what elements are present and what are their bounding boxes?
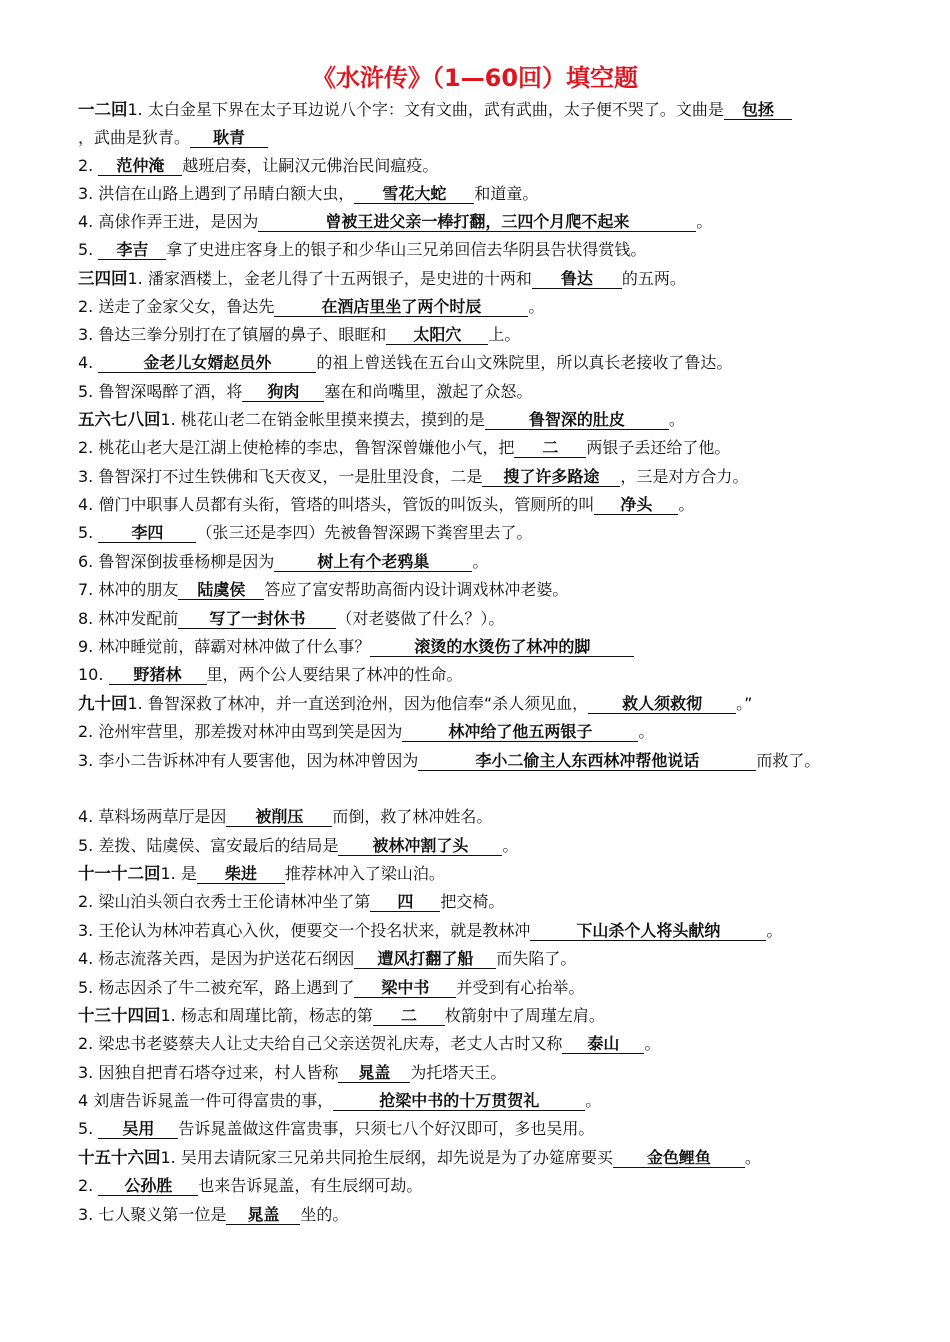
answer-blank: 树上有个老鸦巢 — [274, 552, 472, 572]
question-text: 4 刘唐告诉晁盖一件可得富贵的事， — [78, 1091, 334, 1110]
question-text: 1. 太白金星下界在太子耳边说八个字：文有文曲，武有武曲，太子便不哭了。文曲是 — [127, 100, 724, 119]
section-header: 十一十二回 — [78, 864, 161, 883]
question-text-after: 。 — [528, 297, 545, 316]
question-line — [78, 948, 576, 970]
question-line — [78, 608, 504, 630]
question-text: 8. 林冲发配前 — [78, 609, 179, 628]
answer-blank: 狗肉 — [242, 382, 324, 402]
question-text-after: 而倒，救了林冲姓名。 — [332, 807, 493, 826]
question-text-after: 。 — [766, 921, 783, 940]
question-text-after: （张三还是李四）先被鲁智深踢下粪窖里去了。 — [196, 523, 533, 542]
answer-blank: 鲁智深的肚皮 — [485, 410, 669, 430]
question-text: 4. 高俅作弄王进，是因为 — [78, 212, 259, 231]
question-text-after: 把交椅。 — [440, 892, 505, 911]
answer-blank: 泰山 — [562, 1034, 644, 1054]
question-text: 6. 鲁智深倒拔垂杨柳是因为 — [78, 552, 275, 571]
question-text: 5. — [78, 1119, 99, 1138]
question-text: 4. 杨志流落关西，是因为护送花石纲因 — [78, 949, 355, 968]
question-line — [78, 693, 752, 715]
question-line — [78, 579, 568, 601]
question-text-after: 。 — [644, 1034, 661, 1053]
answer-blank: 金色鲤鱼 — [613, 1148, 745, 1168]
question-line — [78, 99, 792, 121]
question-text: 3. 鲁达三拳分别打在了镇層的鼻子、眼眶和 — [78, 325, 387, 344]
question-text: 1. 鲁智深救了林冲，并一直送到沧州，因为他信奉“杀人须见血， — [127, 694, 589, 713]
question-text: ，武曲是狄青。 — [78, 128, 191, 147]
question-text: 4. 僧门中职事人员都有头衔，管塔的叫塔头，管饭的叫饭头，管厕所的叫 — [78, 495, 595, 514]
question-text: 3. 因独自把青石塔夺过来，村人皆称 — [78, 1063, 339, 1082]
question-text: 2. 梁忠书老婆蔡夫人让丈夫给自己父亲送贺礼庆寿，老丈人古时又称 — [78, 1034, 563, 1053]
question-text: 1. 潘家酒楼上，金老儿得了十五两银子，是史进的十两和 — [127, 269, 532, 288]
question-line — [78, 1005, 605, 1027]
question-text-after: 的祖上曾送钱在五台山文殊院里，所以真长老接收了鲁达。 — [316, 353, 733, 372]
question-text: 7. 林冲的朋友 — [78, 580, 179, 599]
question-text-after: 。 — [502, 836, 519, 855]
answer-blank: 晁盖 — [226, 1205, 300, 1225]
answer-blank: 搜了许多路途 — [482, 467, 620, 487]
question-text-after: 两银子丢还给了他。 — [586, 438, 731, 457]
question-text: 3. 七人聚义第一位是 — [78, 1205, 227, 1224]
question-text-after: 而救了。 — [756, 751, 821, 770]
answer-blank: 二 — [514, 438, 586, 458]
question-text-after: 。” — [736, 694, 753, 713]
question-text-after: 上。 — [488, 325, 521, 344]
question-line — [78, 750, 820, 772]
question-line — [78, 1062, 506, 1084]
question-text: 3. 李小二告诉林冲有人要害他，因为林冲曾因为 — [78, 751, 419, 770]
question-line — [78, 352, 732, 374]
question-text-after: 塞在和尚嘴里，激起了众怒。 — [324, 382, 533, 401]
question-text-after: 也来告诉晁盖，有生辰纲可劫。 — [198, 1176, 423, 1195]
question-text-after: （对老婆做了什么？）。 — [336, 609, 505, 628]
question-text-after: 越班启奏，让嗣汉元佛治民间瘟疫。 — [182, 156, 439, 175]
question-text: 5. 鲁智深喝醉了酒，将 — [78, 382, 243, 401]
answer-blank: 救人须救彻 — [588, 694, 736, 714]
question-text-after: 并受到有心抬举。 — [456, 978, 585, 997]
question-text-after: 和道童。 — [474, 184, 539, 203]
question-line — [78, 664, 463, 686]
question-text-after: 。 — [744, 1148, 761, 1167]
answer-blank: 净头 — [594, 495, 678, 515]
answer-blank: 写了一封休书 — [178, 609, 336, 629]
answer-blank: 在酒店里坐了两个时辰 — [274, 297, 528, 317]
question-text: 9. 林冲睡觉前，薛霸对林冲做了什么事？ — [78, 637, 371, 656]
question-line — [78, 1175, 422, 1197]
section-header: 三四回 — [78, 269, 128, 288]
answer-blank: 鲁达 — [532, 269, 622, 289]
question-text-after: 推荐林冲入了梁山泊。 — [284, 864, 445, 883]
answer-blank: 抢梁中书的十万贯贺礼 — [333, 1091, 585, 1111]
question-text: 1. 是 — [160, 864, 197, 883]
question-line — [78, 127, 268, 149]
question-text: 1. 桃花山老二在销金帐里摸来摸去，摸到的是 — [160, 410, 485, 429]
question-text-after: 。 — [585, 1091, 602, 1110]
answer-blank: 包拯 — [724, 100, 792, 120]
answer-blank: 野猪林 — [109, 665, 207, 685]
answer-blank: 林冲给了他五两银子 — [402, 722, 638, 742]
answer-blank: 被削压 — [226, 807, 332, 827]
question-line — [78, 721, 654, 743]
question-text: 1. 吴用去请阮家三兄弟共同抢生辰纲，却先说是为了办筵席要买 — [160, 1148, 613, 1167]
question-line — [78, 155, 438, 177]
answer-blank: 范仲淹 — [98, 156, 182, 176]
question-line — [78, 1033, 660, 1055]
question-line — [78, 466, 748, 488]
question-line — [78, 1090, 601, 1112]
question-text-after: 。 — [638, 722, 655, 741]
question-line — [78, 522, 532, 544]
question-text-after: 拿了史进庄客身上的银子和少华山三兄弟回信去华阴县告状得赏钱。 — [166, 240, 647, 259]
question-line — [78, 211, 712, 233]
question-text-after: 里，两个公人要结果了林冲的性命。 — [206, 665, 463, 684]
question-text-after: 。 — [472, 552, 489, 571]
question-line — [78, 437, 730, 459]
section-header: 十五十六回 — [78, 1148, 161, 1167]
question-text-after: 的五两。 — [621, 269, 686, 288]
answer-blank: 雪花大蛇 — [354, 184, 474, 204]
question-text-after: 告诉晁盖做这件富贵事，只须七八个好汉即可，多也吴用。 — [178, 1119, 595, 1138]
question-line — [78, 409, 685, 431]
question-line — [78, 920, 782, 942]
question-line — [78, 183, 538, 205]
question-text: 5. — [78, 240, 99, 259]
question-text-after: 答应了富安帮助高衙内设计调戏林冲老婆。 — [264, 580, 569, 599]
question-line — [78, 863, 445, 885]
question-line — [78, 636, 634, 658]
answer-blank: 四 — [370, 892, 440, 912]
question-text-after: 。 — [678, 495, 695, 514]
section-header: 五六七八回 — [78, 410, 161, 429]
question-text-after: 。 — [668, 410, 685, 429]
section-header: 一二回 — [78, 100, 128, 119]
section-header: 九十回 — [78, 694, 128, 713]
answer-blank: 二 — [373, 1006, 445, 1026]
question-text: 3. 鲁智深打不过生铁佛和飞天夜叉，一是肚里没食，二是 — [78, 467, 483, 486]
answer-blank: 李小二偷主人东西林冲帮他说话 — [418, 751, 756, 771]
question-text: 2. — [78, 1176, 99, 1195]
answer-blank: 陆虞侯 — [178, 580, 264, 600]
answer-blank: 梁中书 — [354, 978, 456, 998]
question-text: 4. — [78, 353, 99, 372]
answer-blank: 遭风打翻了船 — [354, 949, 496, 969]
question-text-after: ，三是对方合力。 — [620, 467, 749, 486]
question-line — [78, 268, 686, 290]
question-line — [78, 891, 504, 913]
question-text: 2. 沧州牢营里，那差拨对林冲由骂到笑是因为 — [78, 722, 403, 741]
answer-blank: 滚烫的水烫伤了林冲的脚 — [370, 637, 634, 657]
question-line — [78, 494, 694, 516]
question-text: 2. 桃花山老大是江湖上使枪棒的李忠，鲁智深曾嫌他小气，把 — [78, 438, 515, 457]
question-line — [78, 806, 492, 828]
answer-blank: 晁盖 — [338, 1063, 410, 1083]
answer-blank: 下山杀个人将头献纳 — [530, 921, 766, 941]
answer-blank: 李吉 — [98, 240, 166, 260]
answer-blank: 金老儿女婿赵员外 — [98, 353, 316, 373]
answer-blank: 李四 — [98, 523, 196, 543]
answer-blank: 公孙胜 — [98, 1176, 198, 1196]
question-line — [78, 324, 520, 346]
answer-blank: 被林冲割了头 — [338, 836, 502, 856]
question-text: 5. — [78, 523, 99, 542]
question-text-after: 而失陷了。 — [496, 949, 577, 968]
question-line — [78, 1147, 761, 1169]
section-header: 十三十四回 — [78, 1006, 161, 1025]
answer-blank: 耿青 — [190, 128, 268, 148]
question-text: 2. — [78, 156, 99, 175]
question-text: 5. 杨志因杀了牛二被充军，路上遇到了 — [78, 978, 355, 997]
answer-blank: 吴用 — [98, 1119, 178, 1139]
question-text: 10. — [78, 665, 109, 684]
question-text: 3. 王伦认为林冲若真心入伙，便要交一个投名状来，就是教林冲 — [78, 921, 531, 940]
question-text: 4. 草料场两草厅是因 — [78, 807, 227, 826]
question-line — [78, 239, 646, 261]
question-text: 3. 洪信在山路上遇到了吊睛白额大虫， — [78, 184, 355, 203]
question-text-after: 。 — [696, 212, 713, 231]
question-text: 2. 送走了金家父女，鲁达先 — [78, 297, 275, 316]
question-text: 1. 杨志和周瑾比箭，杨志的第 — [160, 1006, 373, 1025]
question-text-after: 为托塔天王。 — [410, 1063, 507, 1082]
answer-blank: 太阳穴 — [386, 325, 488, 345]
question-line — [78, 1118, 594, 1140]
question-line — [78, 977, 584, 999]
question-text-after: 坐的。 — [300, 1205, 349, 1224]
page-title: 《水浒传》（1—60回）填空题 — [311, 64, 639, 92]
answer-blank: 曾被王进父亲一棒打翻，三四个月爬不起来 — [258, 212, 696, 232]
question-text: 5. 差拨、陆虞侯、富安最后的结局是 — [78, 836, 339, 855]
question-line — [78, 1204, 348, 1226]
question-text-after: 枚箭射中了周瑾左肩。 — [444, 1006, 605, 1025]
question-line — [78, 835, 518, 857]
question-line — [78, 551, 488, 573]
question-line — [78, 296, 544, 318]
question-line — [78, 381, 532, 403]
answer-blank: 柴进 — [197, 864, 285, 884]
question-text: 2. 梁山泊头领白衣秀士王伦请林冲坐了第 — [78, 892, 371, 911]
